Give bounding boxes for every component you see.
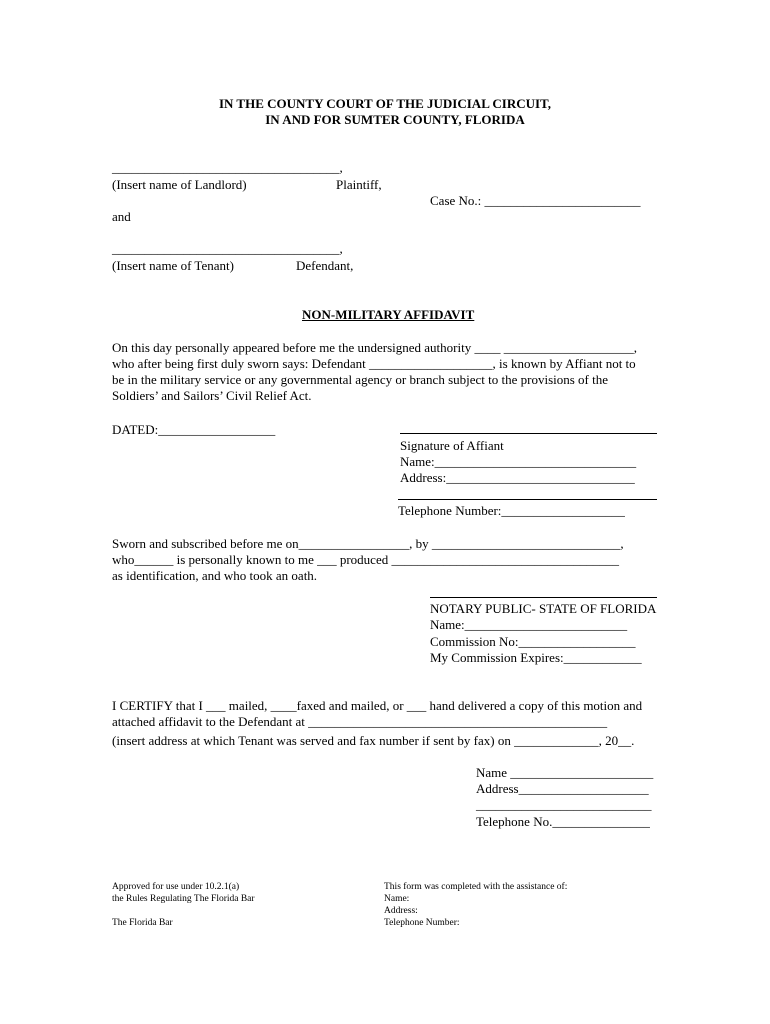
affiant-address-line-2[interactable] <box>398 499 657 500</box>
landlord-label: (Insert name of Landlord) <box>112 177 247 192</box>
footer-assistance-address: Address: <box>384 906 418 916</box>
notary-expires-field[interactable]: My Commission Expires:____________ <box>430 650 642 665</box>
affiant-name-field[interactable]: Name:_______________________________ <box>400 454 637 469</box>
sender-address-blank[interactable]: ___________________________ <box>476 797 652 812</box>
sender-name-field[interactable]: Name ______________________ <box>476 765 654 780</box>
case-number-field[interactable]: Case No.: ________________________ <box>430 193 641 208</box>
body-line-3: be in the military service or any governmental agency or branch subject to the provisions of the <box>112 372 609 387</box>
court-header-line2: IN AND FOR SUMTER COUNTY, FLORIDA <box>265 112 525 127</box>
court-header-line1: IN THE COUNTY COURT OF THE JUDICIAL CIRCUIT, <box>218 96 552 111</box>
and-label: and <box>112 209 131 224</box>
footer-florida-bar: The Florida Bar <box>112 918 173 928</box>
certify-line-2: attached affidavit to the Defendant at ______________________________________________ <box>112 714 608 729</box>
tenant-label: (Insert name of Tenant) <box>112 258 234 273</box>
affidavit-title: NON-MILITARY AFFIDAVIT <box>302 307 475 322</box>
footer-approved-line-2: the Rules Regulating The Florida Bar <box>112 894 255 904</box>
notary-commission-field[interactable]: Commission No:__________________ <box>430 634 636 649</box>
affiant-telephone-field[interactable]: Telephone Number:___________________ <box>398 503 625 518</box>
footer-approved-line-1: Approved for use under 10.2.1(a) <box>112 882 240 892</box>
affiant-signature-label: Signature of Affiant <box>400 438 504 453</box>
footer-assistance-line: This form was completed with the assistance of: <box>384 882 568 892</box>
plaintiff-label: Plaintiff, <box>336 177 382 192</box>
sworn-line-1: Sworn and subscribed before me on_________________, by _____________________________, <box>112 536 624 551</box>
affiant-signature-line[interactable] <box>400 433 657 434</box>
notary-name-field[interactable]: Name:_________________________ <box>430 617 628 632</box>
landlord-name-blank[interactable]: ___________________________________, <box>112 160 343 175</box>
sworn-line-2: who______ is personally known to me ___ produced ___________________________________ <box>112 552 619 567</box>
certify-line-1: I CERTIFY that I ___ mailed, ____faxed and mailed, or ___ hand delivered a copy of this motion and <box>112 698 643 713</box>
defendant-label: Defendant, <box>296 258 354 273</box>
sender-address-field[interactable]: Address____________________ <box>476 781 649 796</box>
footer-assistance-name: Name: <box>384 894 410 904</box>
notary-title: NOTARY PUBLIC- STATE OF FLORIDA <box>430 601 657 616</box>
sender-telephone-field[interactable]: Telephone No._______________ <box>476 814 650 829</box>
notary-signature-line[interactable] <box>430 597 657 598</box>
body-line-2: who after being first duly sworn says: Defendant ___________________, is known by Affiant not to <box>112 356 636 371</box>
affiant-address-field[interactable]: Address:_____________________________ <box>400 470 635 485</box>
body-line-1: On this day personally appeared before me the undersigned authority ____ ____________________, <box>112 340 637 355</box>
dated-field[interactable]: DATED:__________________ <box>112 422 276 437</box>
sworn-line-3: as identification, and who took an oath. <box>112 568 318 583</box>
tenant-name-blank[interactable]: ___________________________________, <box>112 241 343 256</box>
footer-assistance-telephone: Telephone Number: <box>384 918 460 928</box>
body-line-4: Soldiers’ and Sailors’ Civil Relief Act. <box>112 388 312 403</box>
certify-line-3: (insert address at which Tenant was served and fax number if sent by fax) on _____________, 20__. <box>112 733 635 748</box>
